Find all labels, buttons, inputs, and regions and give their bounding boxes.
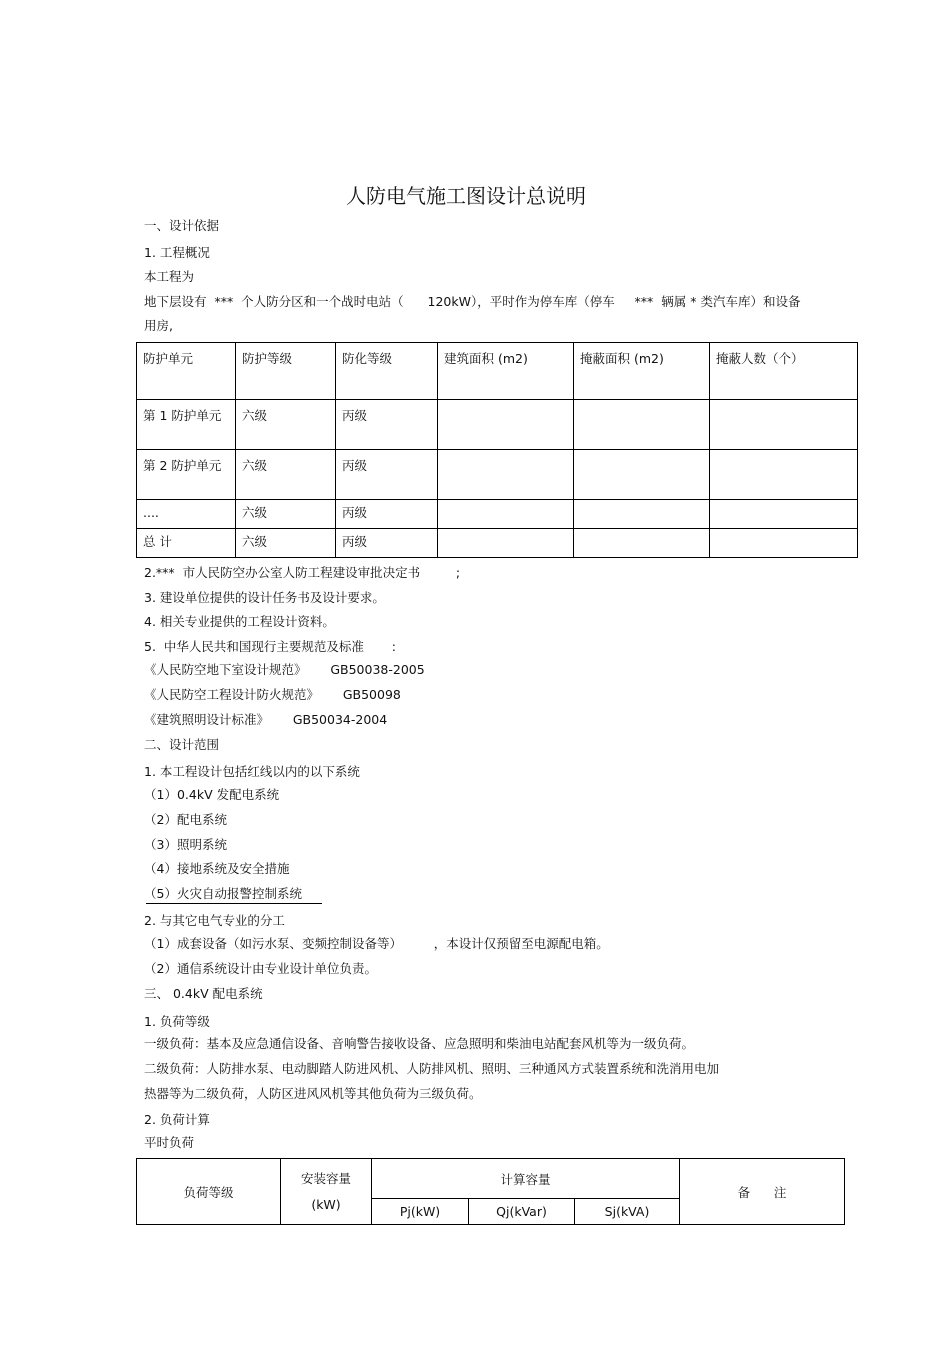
table-header-row: [137, 1159, 845, 1199]
table-cell: [438, 450, 574, 500]
table-header-cell: 掩蔽面积 (m2): [574, 343, 710, 400]
table-cell: [710, 400, 858, 450]
item-project-overview: 1. 工程概况: [144, 245, 210, 260]
table-header-cell: 掩蔽人数（个）: [710, 343, 858, 400]
paragraph-line: 用房,: [144, 318, 173, 333]
table-header-cell: Pj(kW): [372, 1199, 469, 1225]
table-cell: 第 1 防护单元: [137, 400, 236, 450]
paragraph-line: 2. 负荷计算: [144, 1112, 210, 1127]
table-header-cell: [281, 1159, 372, 1225]
table-cell: [438, 500, 574, 529]
paragraph-line: 一级负荷：基本及应急通信设备、音响警告接收设备、应急照明和柴油电站配套风机等为一级负荷。: [144, 1036, 695, 1051]
installed-capacity-unit: (kW): [311, 1196, 341, 1212]
table-cell: [574, 529, 710, 558]
table-header-cell: 备 注: [680, 1159, 845, 1225]
table-cell: 六级: [236, 500, 336, 529]
load-calculation-table: [136, 1158, 845, 1225]
list-item: （2）配电系统: [144, 812, 227, 827]
protection-unit-table: [136, 342, 858, 558]
table-header-cell: 防护单元: [137, 343, 236, 400]
paragraph-line: 2. 与其它电气专业的分工: [144, 913, 285, 928]
table-cell: 总 计: [137, 529, 236, 558]
page-title: 人防电气施工图设计总说明: [346, 184, 586, 208]
table-cell: 六级: [236, 400, 336, 450]
list-item: （2）通信系统设计由专业设计单位负责。: [144, 961, 377, 976]
paragraph-line: 本工程为: [144, 269, 195, 284]
table-cell: [438, 400, 574, 450]
table-cell: [574, 500, 710, 529]
underline-divider: [146, 903, 322, 904]
paragraph-line: 4. 相关专业提供的工程设计资料。: [144, 614, 335, 629]
paragraph-line: 3. 建设单位提供的设计任务书及设计要求。: [144, 590, 385, 605]
table-header-cell: 计算容量: [372, 1159, 680, 1199]
table-row: [137, 529, 858, 558]
table-cell: 六级: [236, 450, 336, 500]
table-header-cell: 负荷等级: [137, 1159, 281, 1225]
standard-reference: 《人民防空地下室设计规范》 GB50038-2005: [144, 662, 425, 677]
paragraph-line: 热器等为二级负荷，人防区进风风机等其他负荷为三级负荷。: [144, 1086, 482, 1101]
paragraph-line: 1. 负荷等级: [144, 1014, 210, 1029]
standard-reference: 《人民防空工程设计防火规范》 GB50098: [144, 687, 401, 702]
list-item: （1）0.4kV 发配电系统: [144, 787, 280, 802]
list-item: （3）照明系统: [144, 837, 227, 852]
table-cell: [438, 529, 574, 558]
table-row: [137, 500, 858, 529]
table-header-cell: Qj(kVar): [469, 1199, 575, 1225]
paragraph-line: 2.*** 市人民防空办公室人防工程建设审批决定书 ;: [144, 565, 461, 580]
table-cell: ....: [137, 500, 236, 529]
paragraph-line: 地下层设有 *** 个人防分区和一个战时电站（ 120kW），平时作为停车库（停车 *** 辆属 * 类汽车库）和设备: [144, 294, 801, 309]
table-header-cell: 防护等级: [236, 343, 336, 400]
table-cell: 丙级: [336, 500, 438, 529]
paragraph-line: 平时负荷: [144, 1135, 195, 1150]
table-cell: [710, 450, 858, 500]
table-cell: 第 2 防护单元: [137, 450, 236, 500]
list-item: （4）接地系统及安全措施: [144, 861, 290, 876]
table-row: [137, 400, 858, 450]
list-item: （1）成套设备（如污水泵、变频控制设备等） ，本设计仅预留至电源配电箱。: [144, 936, 609, 951]
paragraph-line: 5. 中华人民共和国现行主要规范及标准 :: [144, 639, 396, 654]
section-heading-design-basis: 一、设计依据: [144, 218, 220, 233]
list-item: （5）火灾自动报警控制系统: [144, 886, 302, 901]
table-cell: 丙级: [336, 529, 438, 558]
table-cell: [710, 500, 858, 529]
table-cell: 丙级: [336, 400, 438, 450]
table-cell: 丙级: [336, 450, 438, 500]
paragraph-line: 二级负荷：人防排水泵、电动脚踏人防进风机、人防排风机、照明、三种通风方式装置系统和洗消用电加: [144, 1061, 720, 1076]
installed-capacity-label: 安装容量: [300, 1170, 351, 1186]
section-heading-design-scope: 二、设计范围: [144, 737, 220, 752]
table-row: [137, 450, 858, 500]
table-cell: [574, 450, 710, 500]
table-header-row: [137, 343, 858, 400]
table-cell: [574, 400, 710, 450]
table-cell: [710, 529, 858, 558]
section-heading-distribution: 三、 0.4kV 配电系统: [144, 986, 263, 1001]
table-header-cell: 建筑面积 (m2): [438, 343, 574, 400]
table-header-cell: 防化等级: [336, 343, 438, 400]
table-cell: 六级: [236, 529, 336, 558]
standard-reference: 《建筑照明设计标准》 GB50034-2004: [144, 712, 388, 727]
paragraph-line: 1. 本工程设计包括红线以内的以下系统: [144, 764, 360, 779]
table-header-cell: Sj(kVA): [575, 1199, 680, 1225]
